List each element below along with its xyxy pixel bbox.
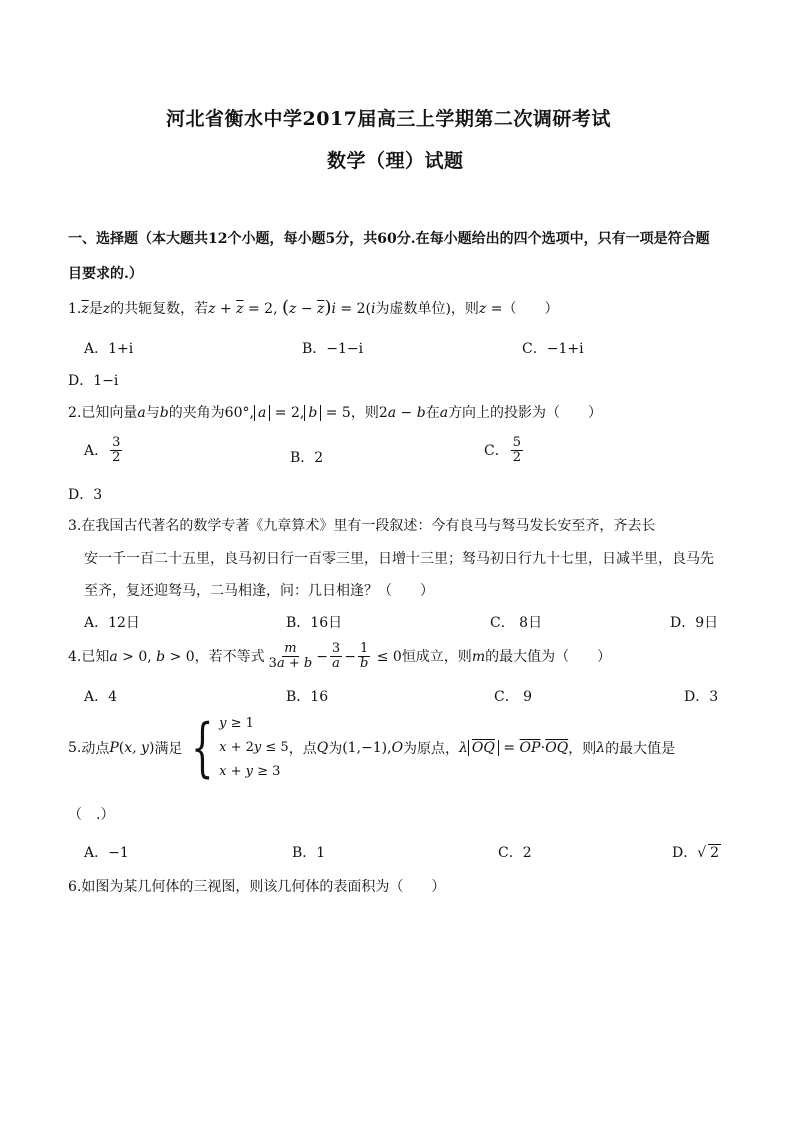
q2-option-b[interactable]: B．2 [290,450,324,466]
math-condition: $z + \overline{z} = 2$, $(z - \overline{z})i = 2(i$ [208,297,376,318]
question-1 [68,297,558,318]
section-heading [68,228,710,248]
q5-text-2: 满足 [154,741,183,757]
question-5-line-2: （ .） [68,807,115,823]
question-6: 6.如图为某几何体的三视图，则该几何体的表面积为（ ） [68,879,446,895]
section-heading-line1: 一、选择题（本大题共12个小题，每小题5分，共60分.在每小题给出的四个选项中，只有一项是符合题 [68,231,710,247]
q3-option-b[interactable]: B．16日 [286,615,343,631]
fraction-3-2: $\frac{3}{2}$ [112,435,121,466]
question-number: 2. [68,405,82,421]
q5-option-c[interactable]: C．2 [498,845,532,861]
q2-option-a-label: A． [84,442,109,459]
section-heading-cont [68,263,143,283]
q5-text-4: 为 [328,741,343,757]
q4-text-1: 已知 [81,648,110,665]
q2-text-4: ，则 [350,405,379,421]
q1-option-c[interactable]: C．−1+i [522,341,584,357]
q2-option-c-label: C． [484,442,509,459]
math-lambda-eq: λ $\overline{OQ} = \overline{OP}\cdot\overline{OQ}$ [459,740,569,756]
q3-option-d[interactable]: D．9日 [670,615,719,631]
q5-option-b[interactable]: B．1 [292,845,326,861]
q1-text-1: 是 [88,301,103,317]
q1-option-a[interactable]: A．1+i [84,341,134,357]
q4-option-a[interactable]: A．4 [84,689,118,705]
math-point-p: P(x, y) [109,740,155,756]
q4-option-c[interactable]: C． 9 [494,689,533,705]
q5-option-a[interactable]: A．−1 [84,845,129,861]
question-3-line-1: 3.在我国古代著名的数学专著《九章算术》里有一段叙述：今有良马与驽马发长安至齐，齐去长 [68,518,656,534]
math-norms: a = 2, b = 5 [254,405,351,421]
q1-option-d[interactable]: D．1−i [68,373,119,389]
q5-text-5: 为原点， [403,741,460,757]
q4-text-3: 恒成立，则 [401,648,472,665]
q2-option-d[interactable]: D．3 [68,487,103,503]
math-inequality: $\frac{m}{3a + b}$ − $\frac{3}{a}$ − $\frac{1}{b}$ ≤ 0 [268,641,402,672]
math-m: m [471,648,486,665]
q5-text-7: 的最大值是 [605,741,676,757]
question-3-line-2: 安一千一百二十五里，良马初日行一百零三里，日增十三里；驽马初日行九十七里，日减半里，良马先 [84,551,714,567]
section-heading-line2: 目要求的.） [68,266,143,282]
constraint-system: { y ≥ 1 x + 2y ≤ 5 x + y ≥ 3 [191,711,289,785]
q2-text-1: 已知向量 [81,405,138,421]
math-vec-b: b [159,405,169,421]
exam-subtitle: 数学（理）试题 [327,150,464,172]
math-z-eq: z = [478,301,503,317]
q2-option-a[interactable] [84,436,124,466]
q5-text-6: ，则 [568,741,597,757]
math-vec-a2: a [439,405,449,421]
q1-text-2: 的共轭复数，若 [110,301,209,317]
math-vec-a: a [137,405,146,421]
math-expr: 2a − b [378,405,426,421]
q1-text-3: 为虚数单位)，则 [375,301,479,317]
q2-option-c[interactable] [484,436,525,466]
q4-text-4: 的最大值为（ ） [485,648,612,665]
math-zbar: $\overline{z}$ [81,301,89,317]
q2-text-3: 的夹角为60°, [168,405,254,421]
math-z: z [102,301,111,317]
q3-option-c[interactable]: C． 8日 [490,615,543,631]
math-ab-positive: a > 0, b > 0 [109,648,195,665]
q4-text-2: ，若不等式 [194,648,265,665]
question-number: 1. [68,301,82,317]
question-4 [68,642,611,672]
q5-option-d[interactable] [672,842,721,862]
question-2 [68,402,602,422]
q5-text-1: 动点 [81,741,110,757]
q1-text-4: （ ） [502,301,559,317]
q5-option-d-label: D． [672,845,698,861]
question-5 [68,712,675,784]
question-number: 5. [68,740,82,756]
fraction-5-2: $\frac{5}{2}$ [512,435,521,466]
math-q: Q [316,740,329,756]
question-number: 4. [68,648,82,665]
q2-text-2: 与 [145,405,160,421]
q4-option-d[interactable]: D．3 [684,689,719,705]
q3-option-a[interactable]: A．12日 [84,615,140,631]
q5-text-3: ，点 [288,741,317,757]
math-sqrt2: √ 2 [697,845,720,861]
question-3-line-3: 至齐，复还迎驽马，二马相逢，问：几日相逢？（ ） [84,583,434,599]
q2-text-5: 在 [425,405,440,421]
q1-option-b[interactable]: B．−1−i [302,341,364,357]
q2-text-6: 方向上的投影为（ ） [448,405,603,421]
math-lambda: λ [596,740,606,756]
math-q-coords: (1,−1),O [342,740,404,756]
exam-title: 河北省衡水中学2017届高三上学期第二次调研考试 [166,108,611,130]
q4-option-b[interactable]: B．16 [286,689,329,705]
